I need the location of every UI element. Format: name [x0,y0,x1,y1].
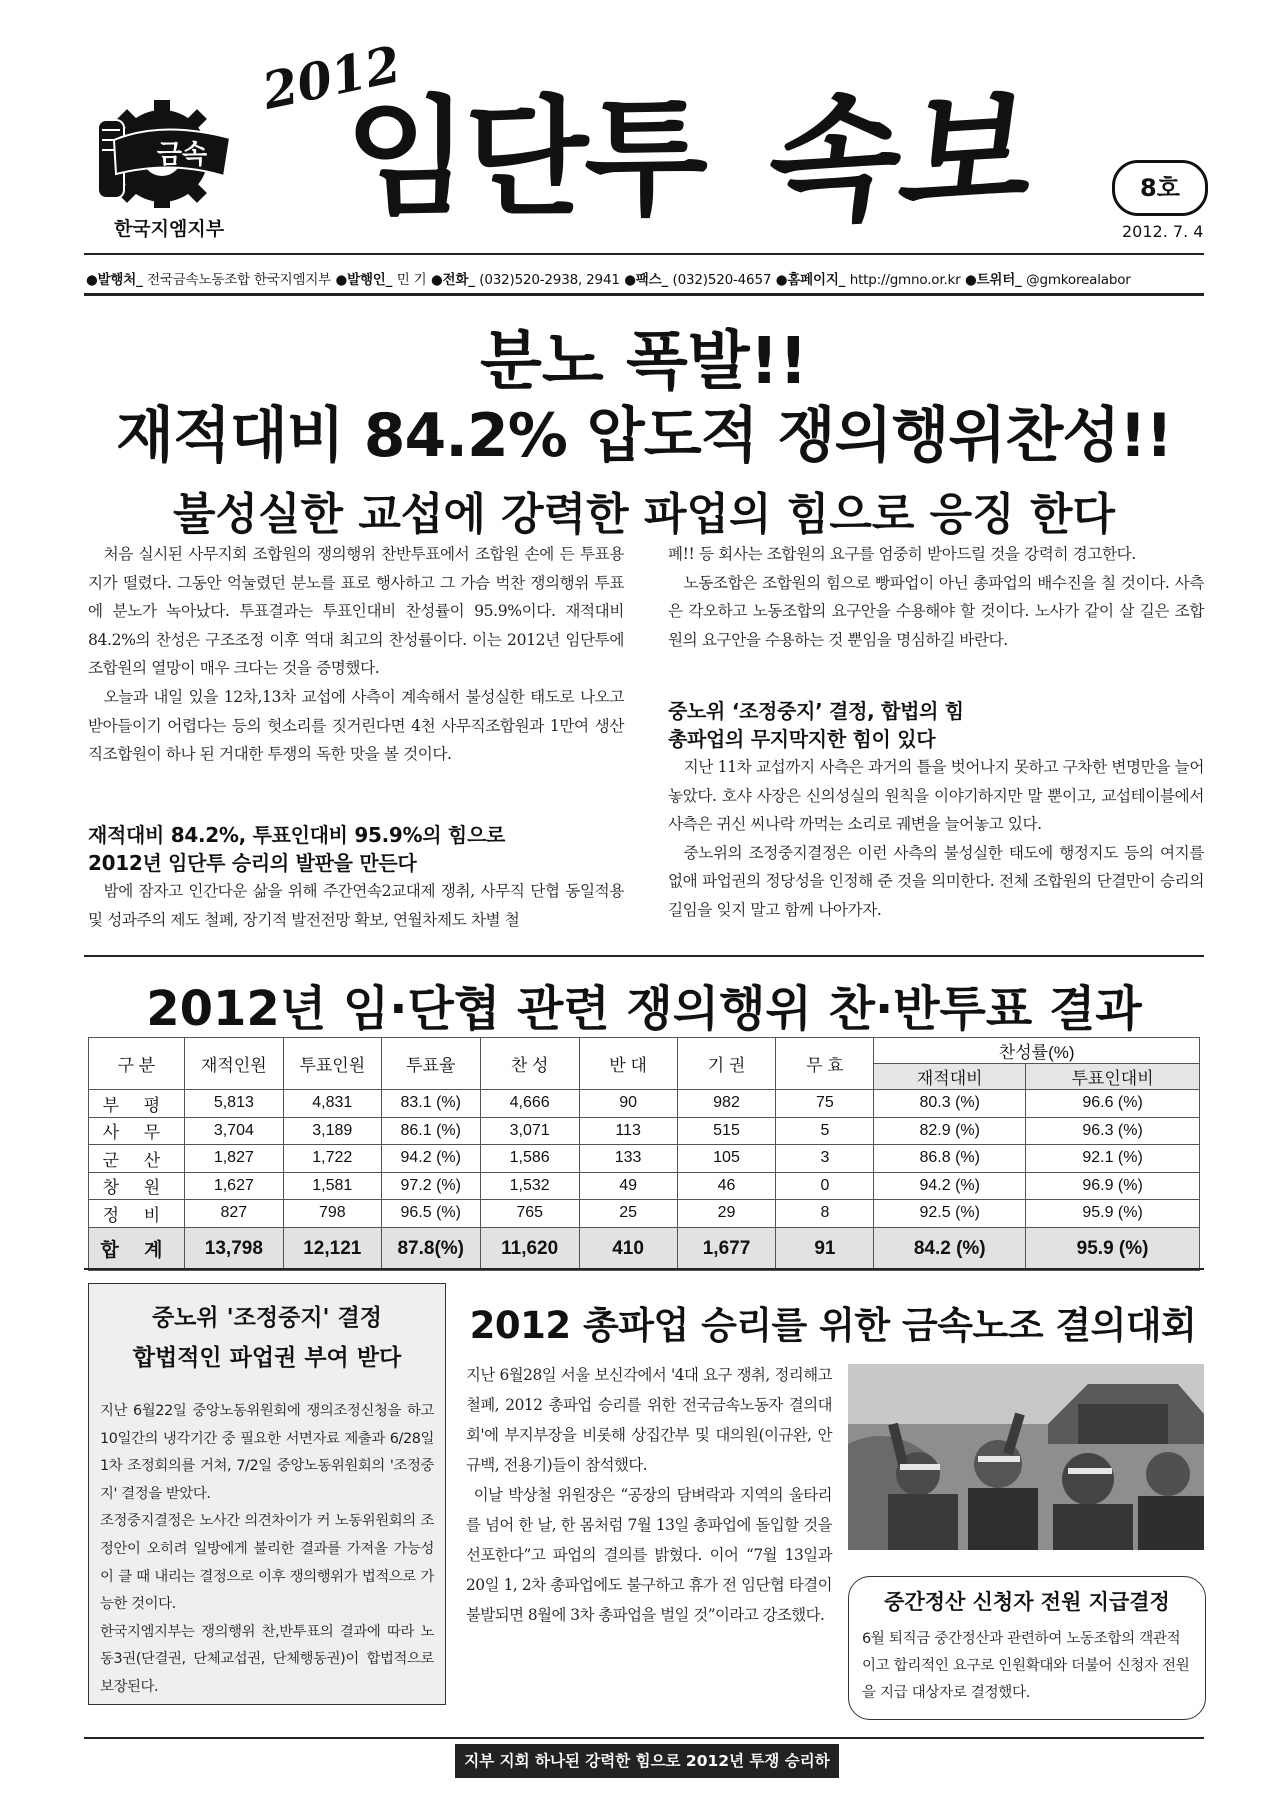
article-right-column [668,540,1204,654]
rally-text [466,1360,832,1630]
homepage-link[interactable]: http://gmno.or.kr [849,272,961,288]
table-cell: 1,581 [283,1172,381,1200]
paragraph: 폐!! 등 회사는 조합원의 요구를 엄중히 받아드릴 것을 강력히 경고한다. [668,545,1136,563]
settlement-box-title: 중간정산 신청자 전원 지급결정 [884,1590,1170,1614]
table-cell: 1,586 [480,1145,579,1173]
masthead-title: 임단투 [345,84,704,233]
divider [84,1737,1204,1739]
table-cell: 3,189 [283,1117,381,1145]
headline-line1: 분노 폭발!! [480,325,808,399]
subheading: 중노위 ‘조정중지’ 결정, 합법의 힘 총파업의 무지막지한 힘이 있다 [668,699,964,751]
table-cell: 92.5 (%) [874,1200,1026,1228]
table-row [89,1117,1200,1145]
table-cell: 0 [776,1172,874,1200]
paragraph: 처음 실시된 사무지회 조합원의 쟁의행위 찬반투표에서 조합원 손에 든 투표용지가 떨렸다. 그동안 억눌렸던 분노를 표로 행사하고 그 가슴 벅찬 쟁의행위 투표에 분노가 녹아났다. 투표결과는 투표인대비 찬성률이 95.9%이다. 재적대비 84.2%의 찬성은 구조조정 이후 역대 최고의 찬성률이다. 이는 2012년 임단투에 조합원의 열망이 매우 크다는 것을 증명했다. [88,545,624,678]
row-label: 사 무 [89,1117,185,1145]
union-logo [92,90,242,210]
table-cell: 1,532 [480,1172,579,1200]
divider [84,253,1204,255]
publication-date: 2012. 7. 4 [1122,222,1204,241]
table-row [89,1090,1200,1118]
headline-line2: 재적대비 84.2% 압도적 쟁의행위찬성!! [115,401,1173,471]
table-cell: 75 [776,1090,874,1118]
table-cell: 94.2 (%) [874,1172,1026,1200]
table-header: 기 권 [677,1038,776,1090]
paragraph: 이날 박상철 위원장은 “공장의 담벼락과 지역의 울타리를 넘어 한 날, 한 몸처럼 7월 13일 총파업에 돌입할 것을 선포한다”고 파업의 결의를 밝혔다. 이어 “7월 13일과 20일 1, 2차 총파업에도 불구하고 휴가 전 임단협 타결이 불발되면 8월에 3차 총파업을 벌일 것”이라고 강조했다. [466,1486,832,1624]
paragraph: 중노위의 조정중지결정은 이런 사측의 불성실한 태도에 행정지도 등의 여지를 없애 파업권의 정당성을 인정해 준 것을 의미한다. 전체 조합원의 단결만이 승리의 길임을 잊지 말고 함께 나아가자. [668,843,1204,919]
phone: (032)520-2938, 2941 [479,272,620,288]
footer-slogan: 지부 지회 하나된 강력한 힘으로 2012년 투쟁 승리하자! [455,1744,839,1778]
table-body [89,1090,1200,1271]
row-label: 부 평 [89,1090,185,1118]
table-cell: 8 [776,1200,874,1228]
logo-caption: 한국지엠지부 [113,218,225,240]
table-cell: 5 [776,1117,874,1145]
row-label: 정 비 [89,1200,185,1228]
row-label: 창 원 [89,1172,185,1200]
table-cell: 87.8(%) [381,1227,480,1270]
table-cell: 1,627 [184,1172,283,1200]
table-cell: 13,798 [184,1227,283,1270]
table-cell: 765 [480,1200,579,1228]
table-header: 투표율 [381,1038,480,1090]
table-header: 재적대비 [874,1064,1026,1090]
paragraph: 한국지엠지부는 쟁의행위 찬,반투표의 결과에 따라 노동3권(단결권, 단체교섭권, 단체행동권)이 합법적으로 보장된다. [100,1623,434,1695]
table-header: 찬 성 [480,1038,579,1090]
table-header: 반 대 [579,1038,677,1090]
fax: (032)520-4657 [672,272,772,288]
table-cell: 29 [677,1200,776,1228]
rally-photo [848,1364,1204,1550]
row-label: 군 산 [89,1145,185,1173]
table-cell: 3 [776,1145,874,1173]
table-cell: 94.2 (%) [381,1145,480,1173]
table-cell: 1,827 [184,1145,283,1173]
table-cell: 96.6 (%) [1026,1090,1200,1118]
paragraph: 지난 6월28일 서울 보신각에서 '4대 요구 쟁취, 정리해고 철폐, 2012 총파업 승리를 위한 전국금속노동자 결의대회'에 부지부장을 비롯해 상집간부 및 대의원(이규완, 안규백, 전용기)들이 참석했다. [466,1366,832,1474]
paragraph: 오늘과 내일 있을 12차,13차 교섭에 사측이 계속해서 불성실한 태도로 나오고 받아들이기 어렵다는 등의 헛소리를 짓거린다면 4천 사무직조합원과 1만여 생산직조합원이 하나 된 거대한 투쟁의 독한 맛을 볼 것이다. [88,687,624,764]
table-header: 무 효 [776,1038,874,1090]
publication-info: ●발행처_ 전국금속노동조합 한국지엠지부 ●발행인_ 민 기 ●전화_ (032)520-2938, 2941 ●팩스_ (032)520-4657 ●홈페이지_ http://gmno.or.kr ●트위터_ @gmkorealabor [86,272,1131,288]
table-cell: 95.9 (%) [1026,1200,1200,1228]
table-cell: 133 [579,1145,677,1173]
table-header: 투표인대비 [1026,1064,1200,1090]
divider [84,293,1204,296]
table-row [89,1145,1200,1173]
table-cell: 827 [184,1200,283,1228]
table-total-row [89,1227,1200,1270]
table-cell: 1,722 [283,1145,381,1173]
divider [84,1268,1204,1270]
table-cell: 96.5 (%) [381,1200,480,1228]
table-cell: 86.8 (%) [874,1145,1026,1173]
paragraph: 조정중지결정은 노사간 의견차이가 커 노동위원회의 조정안이 오히려 일방에게 불리한 결과를 가져올 가능성이 클 때 내리는 결정으로 이후 쟁의행위가 법적으로 가능한 것이다. [100,1513,434,1613]
paragraph: 노동조합은 조합원의 힘으로 빵파업이 아닌 총파업의 배수진을 칠 것이다. 사측은 각오하고 노동조합의 요구안을 수용해야 할 것이다. 노사가 같이 살 길은 조합원의 요구안을 수용하는 것 뿐임을 명심하길 바란다. [668,573,1204,649]
table-cell: 80.3 (%) [874,1090,1026,1118]
table-cell: 46 [677,1172,776,1200]
paragraph: 지난 11차 교섭까지 사측은 과거의 틀을 벗어나지 못하고 구차한 변명만을 늘어놓았다. 호샤 사장은 신의성실의 원칙을 이야기하지만 말 뿐이고, 교섭테이블에서 사측은 귀신 씨나락 까먹는 소리로 궤변을 늘어놓고 있다. [668,758,1204,834]
table-cell: 11,620 [480,1227,579,1270]
row-label: 합 계 [89,1227,185,1270]
headline-subtitle: 불성실한 교섭에 강력한 파업의 힘으로 응징 한다 [173,489,1115,540]
paragraph: 밤에 잠자고 인간다운 삶을 위해 주간연속2교대제 쟁취, 사무직 단협 동일적용 및 성과주의 제도 철폐, 장기적 발전전망 확보, 연월차제도 차별 철 [88,882,624,929]
divider [84,955,1204,957]
table-cell: 515 [677,1117,776,1145]
table-cell: 105 [677,1145,776,1173]
table-header: 재적인원 [184,1038,283,1090]
table-row [89,1172,1200,1200]
table-cell: 4,831 [283,1090,381,1118]
table-row [89,1200,1200,1228]
settlement-box-text: 6월 퇴직금 중간정산과 관련하여 노동조합의 객관적이고 합리적인 요구로 인원확대와 더불어 신청자 전원을 지급 대상자로 결정했다. [862,1631,1190,1701]
table-cell: 3,704 [184,1117,283,1145]
masthead-year: 2012 [257,34,406,121]
table-cell: 91 [776,1227,874,1270]
table-cell: 92.1 (%) [1026,1145,1200,1173]
table-cell: 4,666 [480,1090,579,1118]
table-cell: 25 [579,1200,677,1228]
article-left-column [88,540,624,769]
paragraph: 지난 6월22일 중앙노동위원회에 쟁의조정신청을 하고 10일간의 냉각기간 중 필요한 서면자료 제출과 6/28일 1차 조정회의를 거쳐, 7/2일 중앙노동위원회의 '조정중지' 결정을 받았다. [100,1403,434,1502]
table-cell: 96.3 (%) [1026,1117,1200,1145]
table-cell: 95.9 (%) [1026,1227,1200,1270]
table-header: 구 분 [89,1038,185,1090]
table-cell: 798 [283,1200,381,1228]
mediation-box-title: 중노위 '조정중지' 결정 합법적인 파업권 부여 받다 [132,1305,402,1371]
table-cell: 1,677 [677,1227,776,1270]
issuer: 민 기 [396,272,427,288]
table-header: 투표인원 [283,1038,381,1090]
logo-text: 금속 [156,140,208,170]
table-cell: 96.9 (%) [1026,1172,1200,1200]
publisher: 전국금속노동조합 한국지엠지부 [147,272,332,288]
table-cell: 84.2 (%) [874,1227,1026,1270]
table-title: 2012년 임·단협 관련 쟁의행위 찬·반투표 결과 [146,981,1142,1037]
table-cell: 82.9 (%) [874,1117,1026,1145]
table-cell: 83.1 (%) [381,1090,480,1118]
table-header: 찬성률(%) [874,1038,1200,1064]
table-cell: 3,071 [480,1117,579,1145]
rally-title: 2012 총파업 승리를 위한 금속노조 결의대회 [469,1304,1197,1347]
table-cell: 86.1 (%) [381,1117,480,1145]
table-cell: 982 [677,1090,776,1118]
twitter-handle[interactable]: @gmkorealabor [1026,272,1131,288]
table-cell: 90 [579,1090,677,1118]
article-right-column-2 [668,753,1204,925]
table-cell: 113 [579,1117,677,1145]
vote-results-table [88,1037,1200,1271]
article-left-column-2 [88,877,624,934]
table-cell: 5,813 [184,1090,283,1118]
table-cell: 410 [579,1227,677,1270]
table-cell: 97.2 (%) [381,1172,480,1200]
issue-number: 8호 [1112,160,1208,216]
subheading: 재적대비 84.2%, 투표인대비 95.9%의 힘으로 2012년 임단투 승리의 발판을 만든다 [88,823,505,875]
mediation-box-text [100,1398,434,1702]
table-cell: 49 [579,1172,677,1200]
masthead-flash: 속보 [759,72,1044,244]
table-cell: 12,121 [283,1227,381,1270]
